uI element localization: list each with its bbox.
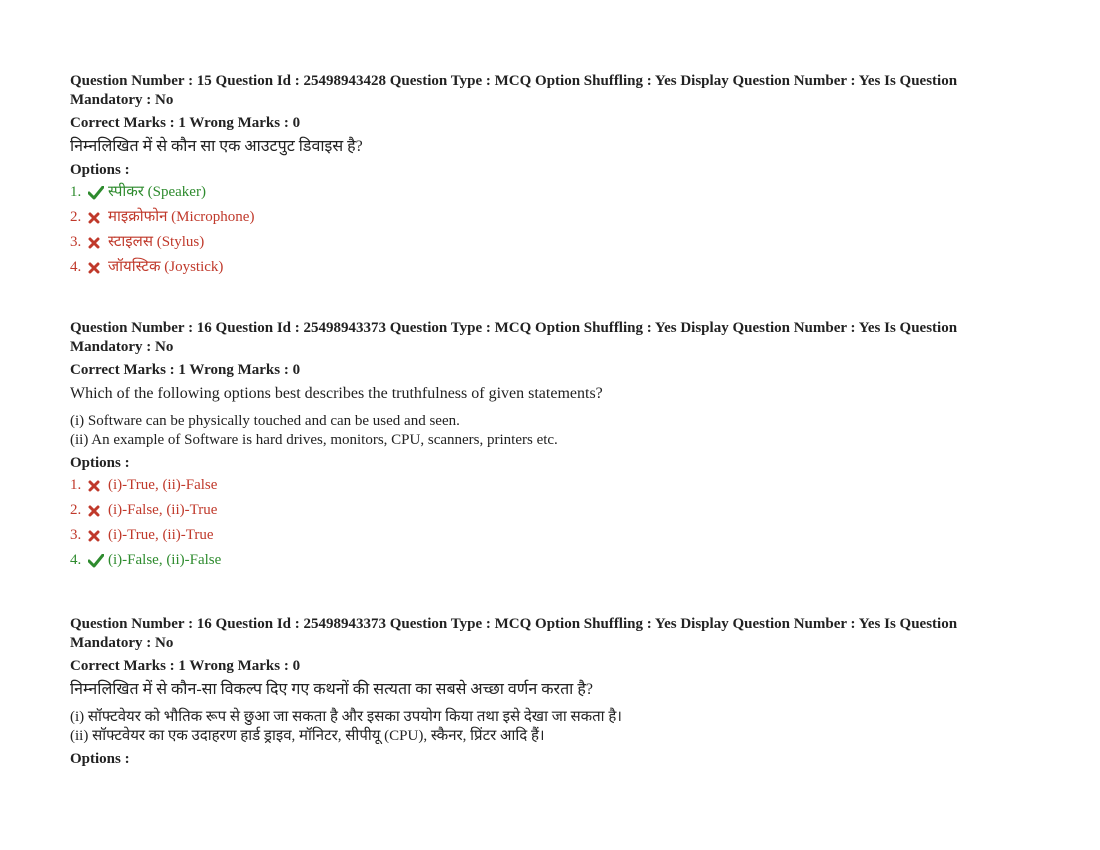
options-label: Options : <box>70 751 130 767</box>
option-item <box>70 548 1005 573</box>
question-block <box>70 319 1005 573</box>
option-number: 4. <box>70 259 82 275</box>
question-text: निम्नलिखित में से कौन-सा विकल्प दिए गए कथनों की सत्यता का सबसे अच्छा वर्णन करता है? <box>70 681 593 698</box>
options-label: Options : <box>70 455 130 471</box>
question-meta: Question Number : 16 Question Id : 25498943373 Question Type : MCQ Option Shuffling : Yes Display Question Number : Yes Is Question Mandatory : No <box>70 616 958 651</box>
option-item <box>70 205 1005 230</box>
check-icon <box>88 554 108 568</box>
option-label: माइक्रोफोन (Microphone) <box>108 209 255 225</box>
options-label: Options : <box>70 162 130 178</box>
question-block <box>70 72 1005 280</box>
statement-2: (ii) सॉफ्टवेयर का एक उदाहरण हार्ड ड्राइव, मॉनिटर, सीपीयू (CPU), स्कैनर, प्रिंटर आदि हैं। <box>70 728 545 744</box>
cross-icon <box>88 262 108 274</box>
option-number: 4. <box>70 552 82 568</box>
option-number: 1. <box>70 184 82 200</box>
option-label: (i)-False, (ii)-False <box>108 552 222 568</box>
question-meta: Question Number : 16 Question Id : 25498943373 Question Type : MCQ Option Shuffling : Yes Display Question Number : Yes Is Question Mandatory : No <box>70 320 958 355</box>
options-list <box>70 180 1005 280</box>
options-list <box>70 473 1005 573</box>
cross-icon <box>88 480 108 492</box>
question-block <box>70 615 1005 769</box>
option-item <box>70 180 1005 205</box>
question-text: निम्नलिखित में से कौन सा एक आउटपुट डिवाइस है? <box>70 138 363 155</box>
question-meta: Question Number : 15 Question Id : 25498943428 Question Type : MCQ Option Shuffling : Yes Display Question Number : Yes Is Question Mandatory : No <box>70 73 958 108</box>
question-marks: Correct Marks : 1 Wrong Marks : 0 <box>70 362 301 378</box>
option-number: 3. <box>70 234 82 250</box>
statement-2: (ii) An example of Software is hard drives, monitors, CPU, scanners, printers etc. <box>70 432 558 448</box>
option-item <box>70 255 1005 280</box>
statement-1: (i) Software can be physically touched and can be used and seen. <box>70 413 460 429</box>
statement-1: (i) सॉफ्टवेयर को भौतिक रूप से छुआ जा सकता है और इसका उपयोग किया तथा इसे देखा जा सकता है। <box>70 709 622 725</box>
cross-icon <box>88 237 108 249</box>
option-number: 3. <box>70 527 82 543</box>
cross-icon <box>88 212 108 224</box>
option-label: स्टाइलस (Stylus) <box>108 234 205 250</box>
option-number: 1. <box>70 477 82 493</box>
option-label: (i)-False, (ii)-True <box>108 502 218 518</box>
question-text: Which of the following options best describes the truthfulness of given statements? <box>70 385 603 402</box>
question-marks: Correct Marks : 1 Wrong Marks : 0 <box>70 115 301 131</box>
option-number: 2. <box>70 209 82 225</box>
option-number: 2. <box>70 502 82 518</box>
option-item <box>70 523 1005 548</box>
cross-icon <box>88 530 108 542</box>
option-item <box>70 230 1005 255</box>
question-marks: Correct Marks : 1 Wrong Marks : 0 <box>70 658 301 674</box>
option-item <box>70 473 1005 498</box>
check-icon <box>88 186 108 200</box>
option-label: (i)-True, (ii)-True <box>108 527 214 543</box>
option-label: स्पीकर (Speaker) <box>108 184 206 200</box>
option-item <box>70 498 1005 523</box>
cross-icon <box>88 505 108 517</box>
option-label: (i)-True, (ii)-False <box>108 477 218 493</box>
option-label: जॉयस्टिक (Joystick) <box>108 259 224 275</box>
